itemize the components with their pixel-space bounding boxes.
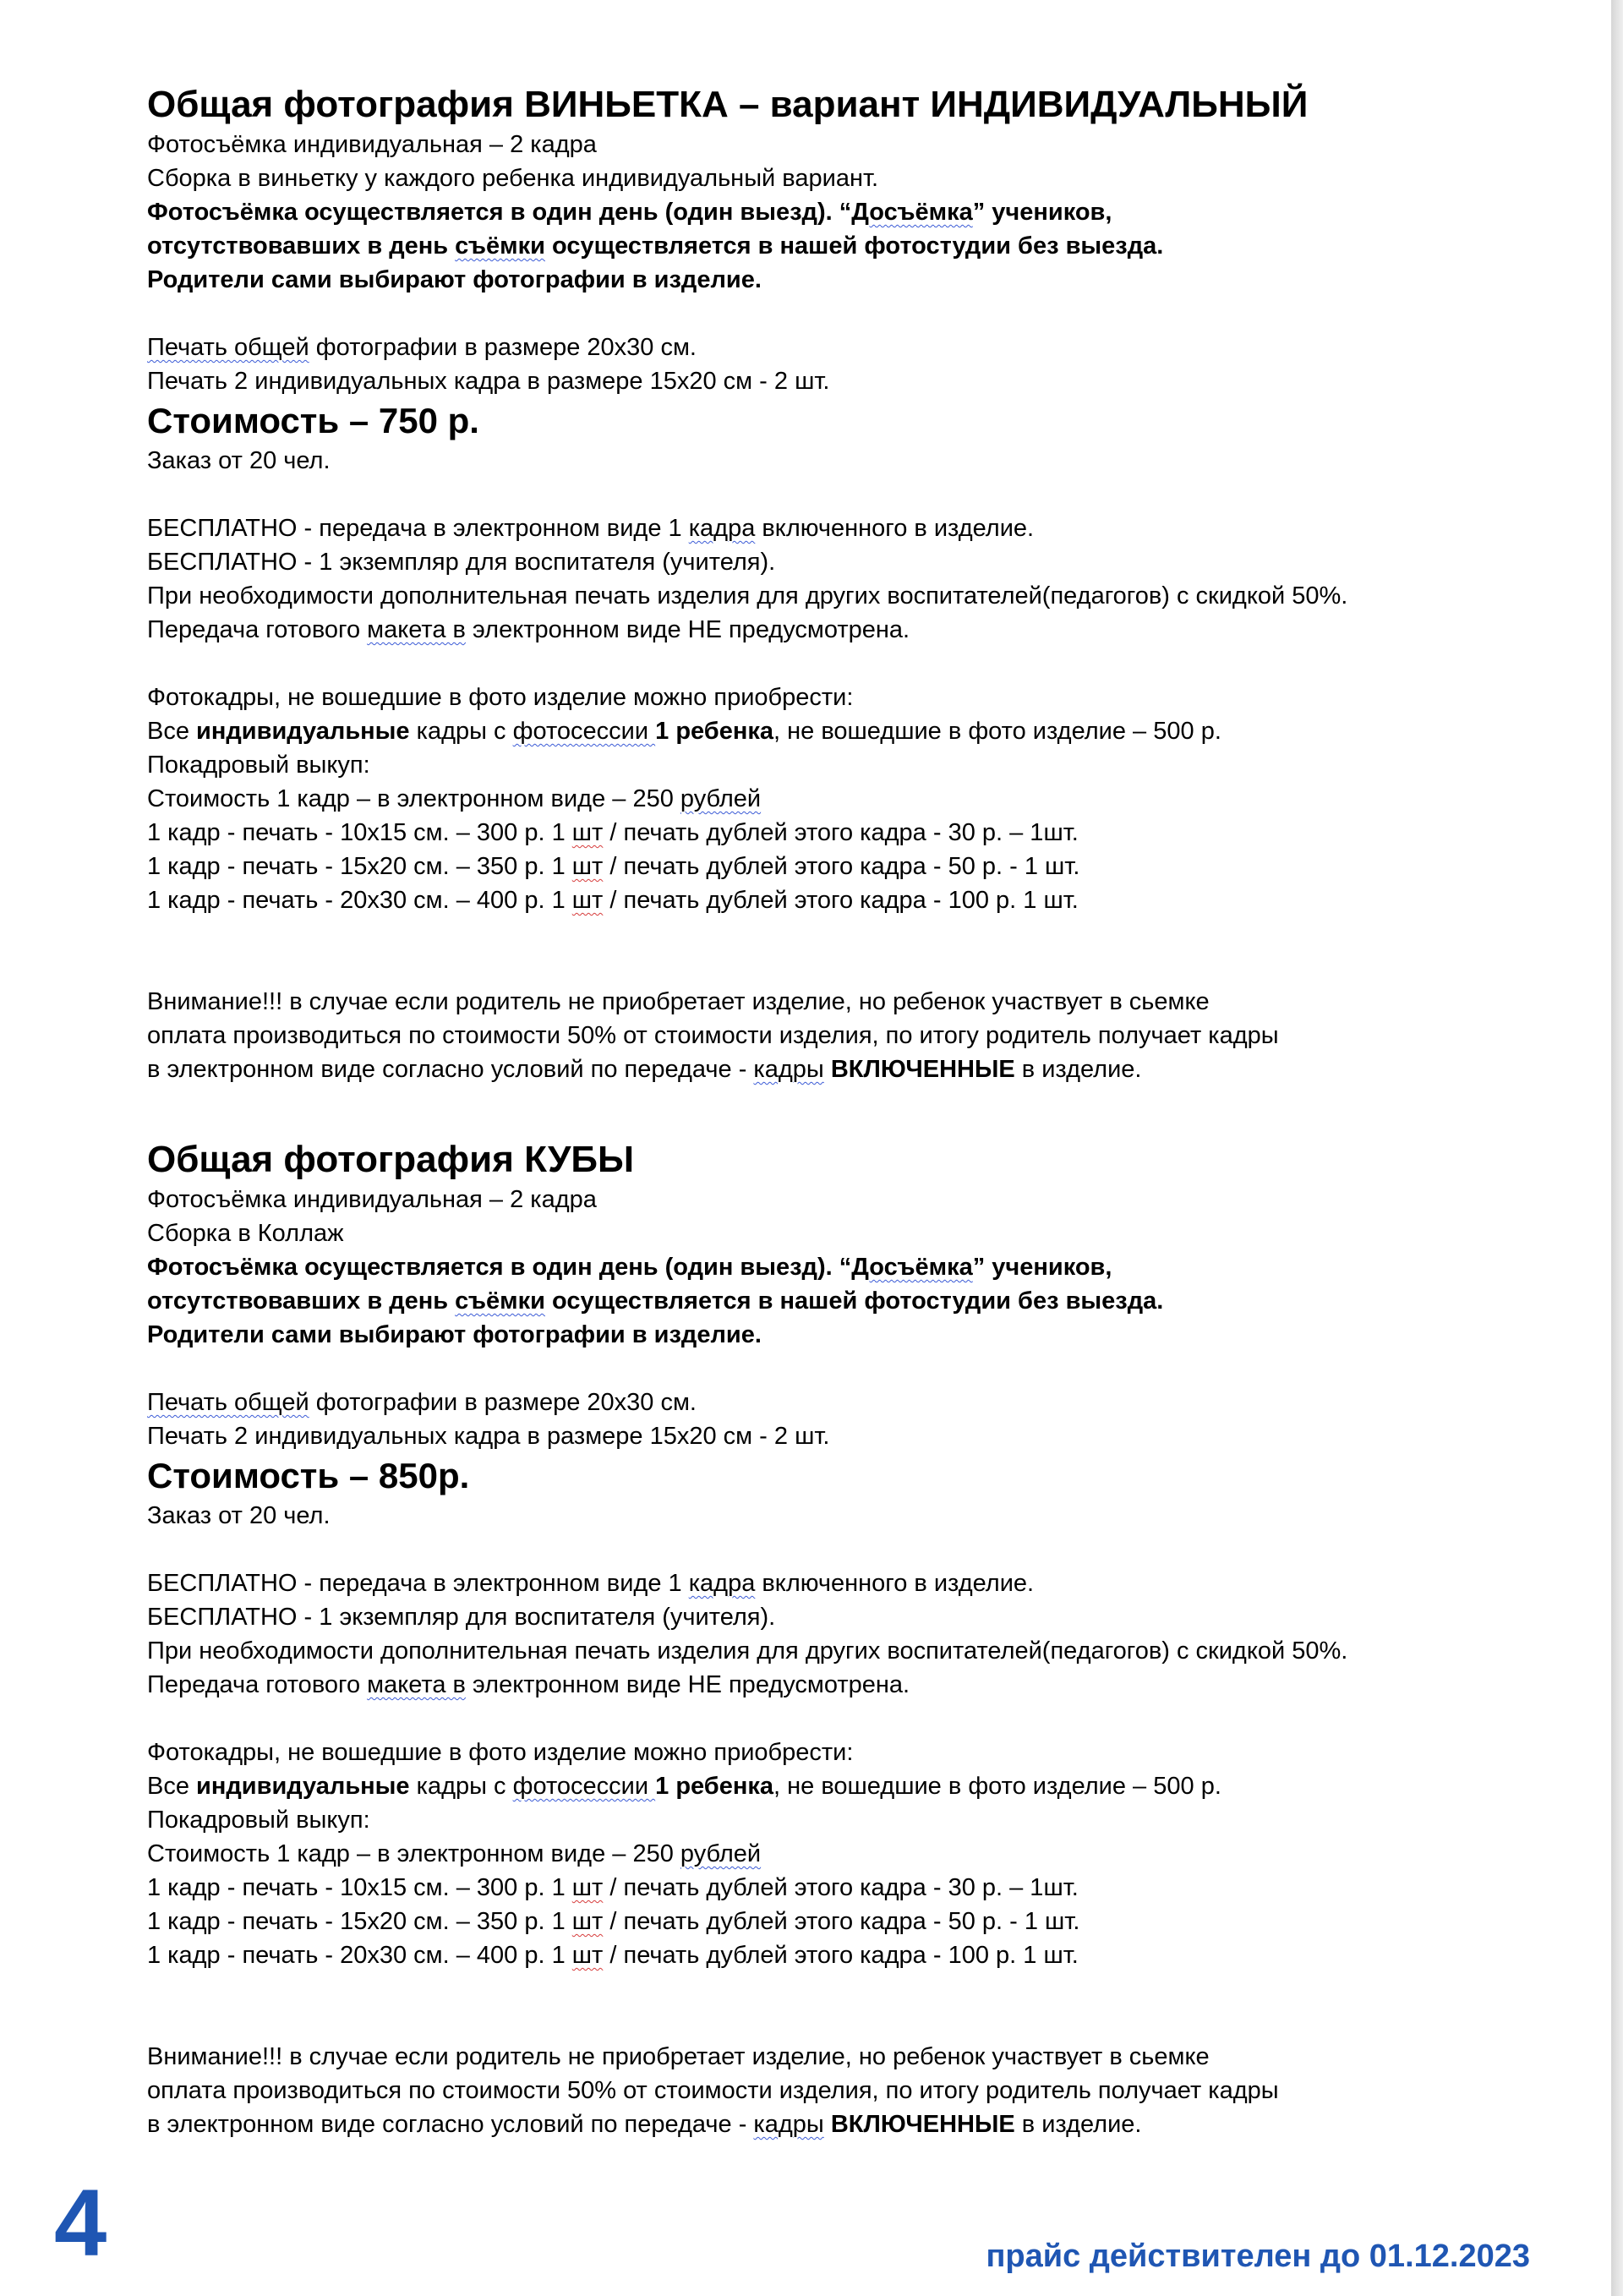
price-row: 1 кадр - печать - 20х30 см. – 400 р. 1 шт / печать дублей этого кадра - 100 р. 1 шт. [147, 887, 1079, 914]
free-line: БЕСПЛАТНО - передача в электронном виде 1 кадра включенного в изделие. [147, 515, 1035, 542]
price-row: 1 кадр - печать - 10х15 см. – 300 р. 1 шт / печать дублей этого кадра - 30 р. – 1шт. [147, 1874, 1079, 1901]
order-line: Заказ от 20 чел. [147, 447, 331, 474]
warning-line: Внимание!!! в случае если родитель не приобретает изделие, но ребенок участвует в сьемке [147, 988, 1210, 1015]
bold-note-line: отсутствовавших в день съёмки осуществляется в нашей фотостудии без выезда. [147, 232, 1164, 260]
section-title: Общая фотография КУБЫ [147, 1139, 635, 1180]
page-number: 4 [54, 2170, 107, 2276]
page-edge [1611, 0, 1623, 2296]
buy-title: Фотокадры, не вошедшие в фото изделие можно приобрести: [147, 1739, 854, 1766]
print-line: Печать 2 индивидуальных кадра в размере 15х20 см - 2 шт. [147, 368, 830, 395]
price-row: 1 кадр - печать - 15х20 см. – 350 р. 1 шт / печать дублей этого кадра - 50 р. - 1 шт. [147, 1908, 1080, 1935]
extra-print-text: При необходимости дополнительная печать изделия для других воспитателей(педагогов) с скидкой 50%. [147, 582, 1348, 610]
per-frame-title: Покадровый выкуп: [147, 1807, 370, 1834]
price-heading: Стоимость – 850р. [147, 1456, 470, 1495]
intro-line: Сборка в виньетку у каждого ребенка индивидуальный вариант. [147, 165, 879, 192]
document-content [147, 82, 1533, 2141]
bold-note-line: Родители сами выбирают фотографии в изделие. [147, 1321, 762, 1348]
warning-line: в электронном виде согласно условий по передаче - кадры ВКЛЮЧЕННЫЕ в изделие. [147, 2111, 1142, 2138]
buy-title: Фотокадры, не вошедшие в фото изделие можно приобрести: [147, 684, 854, 711]
print-line: Печать 2 индивидуальных кадра в размере 15х20 см - 2 шт. [147, 1423, 830, 1450]
price-row: 1 кадр - печать - 20х30 см. – 400 р. 1 шт / печать дублей этого кадра - 100 р. 1 шт. [147, 1942, 1079, 1969]
bold-note-line: отсутствовавших в день съёмки осуществляется в нашей фотостудии без выезда. [147, 1287, 1164, 1315]
bold-note-line: Фотосъёмка осуществляется в один день (один выезд). “Досъёмка” учеников, [147, 1254, 1112, 1281]
warning-line: Внимание!!! в случае если родитель не приобретает изделие, но ребенок участвует в сьемке [147, 2043, 1210, 2070]
intro-line: Фотосъёмка индивидуальная – 2 кадра [147, 1186, 597, 1213]
section-title: Общая фотография ВИНЬЕТКА – вариант ИНДИВИДУАЛЬНЫЙ [147, 84, 1309, 125]
warning-line: оплата производиться по стоимости 50% от стоимости изделия, по итогу родитель получает кадры [147, 2077, 1279, 2104]
price-heading: Стоимость – 750 р. [147, 401, 479, 440]
price-validity-note: прайс действителен до 01.12.2023 [986, 2239, 1530, 2274]
extra-print-text: При необходимости дополнительная печать изделия для других воспитателей(педагогов) с скидкой 50%. [147, 1637, 1348, 1665]
cost-line: Стоимость 1 кадр – в электронном виде – 250 рублей [147, 785, 762, 812]
order-line: Заказ от 20 чел. [147, 1502, 331, 1529]
price-row: 1 кадр - печать - 10х15 см. – 300 р. 1 шт / печать дублей этого кадра - 30 р. – 1шт. [147, 819, 1079, 846]
layout-line: Передача готового макета в электронном виде НЕ предусмотрена. [147, 1671, 910, 1698]
free-line: БЕСПЛАТНО - передача в электронном виде 1 кадра включенного в изделие. [147, 1570, 1035, 1597]
bold-note-line: Родители сами выбирают фотографии в изделие. [147, 266, 762, 293]
per-frame-title: Покадровый выкуп: [147, 752, 370, 779]
layout-line: Передача готового макета в электронном виде НЕ предусмотрена. [147, 616, 910, 643]
section-vignette [147, 82, 1533, 1086]
price-row: 1 кадр - печать - 15х20 см. – 350 р. 1 шт / печать дублей этого кадра - 50 р. - 1 шт. [147, 853, 1080, 880]
section-cubes [147, 1137, 1533, 2141]
cost-line: Стоимость 1 кадр – в электронном виде – 250 рублей [147, 1840, 762, 1867]
free-line: БЕСПЛАТНО - 1 экземпляр для воспитателя (учителя). [147, 1604, 776, 1631]
intro-line: Фотосъёмка индивидуальная – 2 кадра [147, 131, 597, 158]
intro-line: Сборка в Коллаж [147, 1220, 344, 1247]
warning-line: в электронном виде согласно условий по передаче - кадры ВКЛЮЧЕННЫЕ в изделие. [147, 1056, 1142, 1083]
all-frames-line: Все индивидуальные кадры с фотосессии 1 ребенка, не вошедшие в фото изделие – 500 р. [147, 1773, 1221, 1800]
print-line: Печать общей фотографии в размере 20х30 см. [147, 1389, 697, 1416]
print-line: Печать общей фотографии в размере 20х30 см. [147, 334, 697, 361]
free-line: БЕСПЛАТНО - 1 экземпляр для воспитателя (учителя). [147, 549, 776, 576]
all-frames-line: Все индивидуальные кадры с фотосессии 1 ребенка, не вошедшие в фото изделие – 500 р. [147, 718, 1221, 745]
warning-line: оплата производиться по стоимости 50% от стоимости изделия, по итогу родитель получает кадры [147, 1022, 1279, 1049]
bold-note-line: Фотосъёмка осуществляется в один день (один выезд). “Досъёмка” учеников, [147, 199, 1112, 226]
